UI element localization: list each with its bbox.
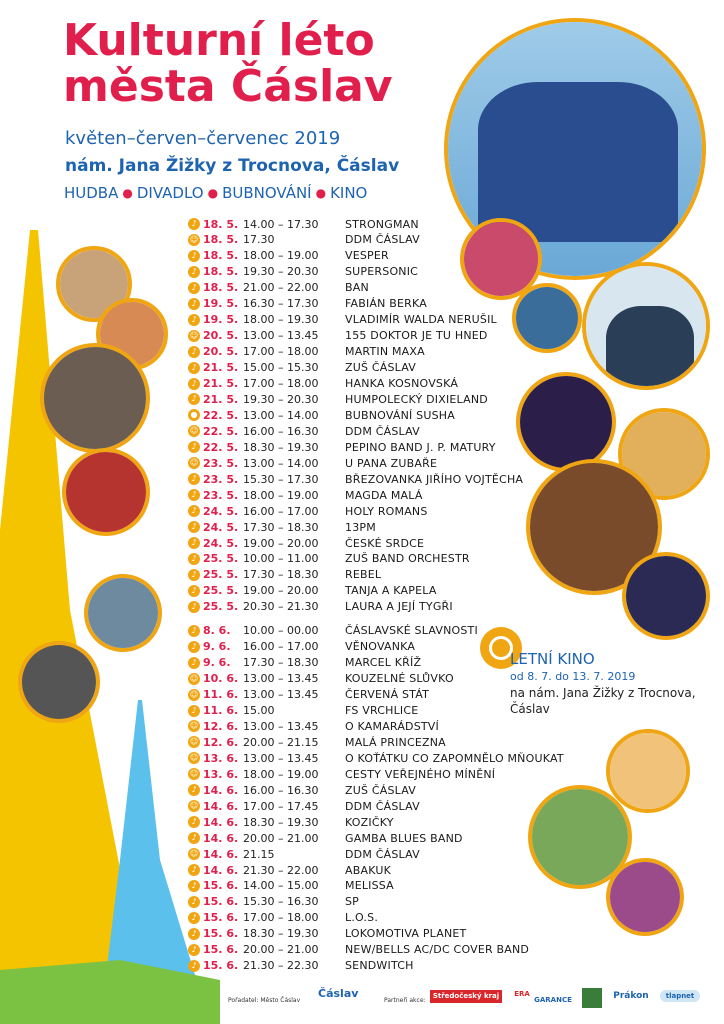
event-time: 16.00 – 16.30 xyxy=(243,783,319,797)
music-icon: ♪ xyxy=(188,505,200,517)
partner-logo-square xyxy=(582,988,602,1008)
event-time: 15.00 xyxy=(243,704,275,717)
event-time: 20.00 – 21.15 xyxy=(243,735,319,749)
event-date: 15. 6. xyxy=(203,943,239,957)
genre-cinema: KINO xyxy=(330,184,368,202)
event-performer: ČESKÉ SRDCE xyxy=(345,536,425,550)
event-date: 21. 5. xyxy=(203,392,239,406)
music-icon: ♪ xyxy=(188,705,200,717)
music-icon: ♪ xyxy=(188,784,200,796)
schedule-row xyxy=(188,407,455,423)
title-line-2: města Čáslav xyxy=(63,61,393,112)
event-date: 11. 6. xyxy=(203,688,239,702)
event-date: 24. 5. xyxy=(203,536,239,550)
schedule-row xyxy=(188,750,564,766)
theater-icon: ☺ xyxy=(189,753,199,763)
event-performer: VESPER xyxy=(345,249,389,263)
event-time: 19.00 – 20.00 xyxy=(243,536,319,550)
music-icon: ♪ xyxy=(188,378,200,390)
music-icon: ♪ xyxy=(188,266,200,278)
bullet-icon: ● xyxy=(122,186,133,200)
event-date: 25. 5. xyxy=(203,552,239,566)
schedule-row xyxy=(188,830,463,846)
event-date: 12. 6. xyxy=(203,719,239,733)
event-performer: LAURA A JEJÍ TYGŘI xyxy=(345,600,453,614)
genre-theater: DIVADLO xyxy=(136,184,204,202)
schedule-row xyxy=(188,328,488,344)
bullet-icon: ● xyxy=(207,186,219,200)
theater-icon: ☺ xyxy=(189,458,199,468)
event-time: 18.30 – 19.30 xyxy=(243,440,319,454)
event-time: 21.15 xyxy=(243,847,275,861)
band-bw-photo xyxy=(18,641,100,723)
event-time: 13.00 – 13.45 xyxy=(243,329,319,343)
event-time: 20.00 – 21.00 xyxy=(243,831,319,845)
event-performer: TANJA A KAPELA xyxy=(345,584,437,598)
theater-icon: ☺ xyxy=(189,849,199,859)
event-performer: KOZIČKY xyxy=(345,815,394,829)
event-date: 18. 5. xyxy=(203,249,239,263)
event-date: 24. 5. xyxy=(203,504,239,518)
music-icon: ♪ xyxy=(188,832,200,844)
event-time: 18.00 – 19.00 xyxy=(243,249,319,263)
music-icon: ♪ xyxy=(188,553,200,565)
event-date: 14. 6. xyxy=(203,831,239,845)
music-icon: ♪ xyxy=(188,537,200,549)
event-date: 23. 5. xyxy=(203,472,239,486)
theater-icon: ☺ xyxy=(189,721,199,731)
event-date: 15. 6. xyxy=(203,959,239,973)
event-date: 24. 5. xyxy=(203,520,239,534)
schedule-row xyxy=(188,862,391,878)
organizer-label: Pořadatel: Město Čáslav xyxy=(228,997,301,1004)
event-performer: SP xyxy=(345,895,360,909)
event-performer: SENDWITCH xyxy=(345,959,414,973)
event-time: 17.30 – 18.30 xyxy=(243,656,319,670)
theater-icon: ☺ xyxy=(189,234,199,244)
event-time: 18.00 – 19.00 xyxy=(243,488,319,502)
event-performer: HUMPOLECKÝ DIXIELAND xyxy=(345,392,488,406)
schedule-row xyxy=(188,439,496,455)
event-performer: ABAKUK xyxy=(345,863,391,877)
accordion-band-photo xyxy=(582,262,710,390)
music-icon: ♪ xyxy=(188,912,200,924)
event-time: 13.00 – 13.45 xyxy=(243,688,319,702)
partner-logo-prakon: Prákon xyxy=(613,991,649,1001)
event-performer: ZUŠ ČÁSLAV xyxy=(345,361,416,375)
bullet-icon: ● xyxy=(315,186,327,200)
music-icon: ♪ xyxy=(188,489,200,501)
event-date: 15. 6. xyxy=(203,879,239,893)
theater-icon: ☺ xyxy=(189,737,199,747)
event-time: 10.00 – 00.00 xyxy=(243,624,319,638)
event-performer: BAN xyxy=(345,281,369,295)
event-time: 18.30 – 19.30 xyxy=(243,927,319,941)
event-date: 22. 5. xyxy=(203,408,239,422)
rock-band-photo xyxy=(622,552,710,640)
event-date: 13. 6. xyxy=(203,767,239,781)
schedule-row xyxy=(188,718,439,734)
theater-icon: ☺ xyxy=(189,769,199,779)
event-performer: 155 DOKTOR JE TU HNED xyxy=(345,329,488,343)
event-date: 20. 5. xyxy=(203,329,239,343)
genre-music: HUDBA xyxy=(64,184,119,202)
schedule-row xyxy=(188,216,419,232)
music-icon: ♪ xyxy=(188,585,200,597)
event-time: 17.30 – 18.30 xyxy=(243,520,319,534)
event-date: 9. 6. xyxy=(203,640,231,654)
event-time: 13.00 – 13.45 xyxy=(243,719,319,733)
event-performer: SUPERSONIC xyxy=(345,265,419,279)
partner-logo-stredocesky-kraj: Středočeský kraj xyxy=(430,990,502,1003)
event-time: 18.00 – 19.00 xyxy=(243,767,319,781)
summer-cinema-place-line-1: na nám. Jana Žižky z Trocnova, xyxy=(510,686,696,700)
festival-place: nám. Jana Žižky z Trocnova, Čáslav xyxy=(65,156,400,176)
schedule-row xyxy=(188,798,420,814)
event-time: 17.00 – 17.45 xyxy=(243,799,319,813)
event-date: 21. 5. xyxy=(203,361,239,375)
partner-logo-garance: GARANCE xyxy=(534,996,572,1004)
event-date: 23. 5. xyxy=(203,456,239,470)
schedule-row xyxy=(188,471,523,487)
event-date: 9. 6. xyxy=(203,656,231,670)
theater-icon: ☺ xyxy=(189,330,199,340)
event-performer: GAMBA BLUES BAND xyxy=(345,831,463,845)
event-date: 22. 5. xyxy=(203,424,239,438)
music-icon: ♪ xyxy=(188,896,200,908)
schedule-row xyxy=(188,344,425,360)
music-icon: ♪ xyxy=(188,944,200,956)
schedule-row xyxy=(188,639,415,655)
music-icon: ♪ xyxy=(188,569,200,581)
schedule-row xyxy=(188,455,437,471)
schedule-row xyxy=(188,391,488,407)
event-time: 16.00 – 17.00 xyxy=(243,504,319,518)
event-time: 20.30 – 21.30 xyxy=(243,600,319,614)
event-performer: ČERVENÁ STÁT xyxy=(345,688,430,702)
event-date: 8. 6. xyxy=(203,624,231,638)
event-performer: DDM ČÁSLAV xyxy=(345,233,420,247)
genre-list xyxy=(64,184,367,202)
event-performer: DDM ČÁSLAV xyxy=(345,799,420,813)
event-time: 16.00 – 16.30 xyxy=(243,424,319,438)
event-performer: VĚNOVANKA xyxy=(345,640,416,654)
event-date: 23. 5. xyxy=(203,488,239,502)
event-date: 13. 6. xyxy=(203,751,239,765)
event-performer: ZUŠ BAND ORCHESTR xyxy=(345,552,470,566)
event-performer: MARTIN MAXA xyxy=(345,345,425,359)
dancer-photo xyxy=(606,858,684,936)
event-time: 19.30 – 20.30 xyxy=(243,265,319,279)
event-date: 14. 6. xyxy=(203,783,239,797)
event-performer: MELISSA xyxy=(345,879,394,893)
partners-label: Partneři akce: xyxy=(384,997,426,1004)
event-time: 17.00 – 18.00 xyxy=(243,377,319,390)
footer xyxy=(0,980,724,1024)
music-icon: ♪ xyxy=(188,473,200,485)
event-performer: CESTY VEŘEJNÉHO MÍNĚNÍ xyxy=(345,767,496,781)
event-performer: REBEL xyxy=(345,568,382,582)
drum-icon: ● xyxy=(188,409,200,421)
schedule-row xyxy=(188,814,394,830)
summer-cinema-dates: od 8. 7. do 13. 7. 2019 xyxy=(510,670,636,683)
event-time: 10.00 – 11.00 xyxy=(243,552,319,566)
event-time: 21.30 – 22.00 xyxy=(243,863,319,877)
city-logo: Čáslav xyxy=(318,987,359,1000)
event-date: 18. 5. xyxy=(203,233,239,247)
event-date: 22. 5. xyxy=(203,440,239,454)
event-date: 15. 6. xyxy=(203,911,239,925)
event-time: 14.00 – 17.30 xyxy=(243,217,319,231)
music-icon: ♪ xyxy=(188,282,200,294)
music-icon: ♪ xyxy=(188,880,200,892)
schedule-row xyxy=(188,703,418,719)
music-icon: ♪ xyxy=(188,218,200,230)
title-line-1: Kulturní léto xyxy=(63,15,375,66)
singer-man-photo xyxy=(512,283,582,353)
event-date: 14. 6. xyxy=(203,847,239,861)
event-performer: HOLY ROMANS xyxy=(345,504,428,518)
event-time: 17.30 – 18.30 xyxy=(243,568,319,582)
music-icon: ♪ xyxy=(188,864,200,876)
music-icon: ♪ xyxy=(188,298,200,310)
event-date: 20. 5. xyxy=(203,345,239,359)
music-icon: ♪ xyxy=(188,393,200,405)
event-performer: 13PM xyxy=(345,520,376,534)
event-performer: NEW/BELLS AC/DC COVER BAND xyxy=(345,943,530,957)
event-time: 15.00 – 15.30 xyxy=(243,361,319,375)
event-date: 18. 5. xyxy=(203,281,239,295)
schedule-row xyxy=(188,487,423,503)
event-time: 16.30 – 17.30 xyxy=(243,297,319,311)
event-performer: L.O.S. xyxy=(345,911,379,925)
schedule-row xyxy=(188,248,389,264)
schedule-row xyxy=(188,503,428,519)
event-time: 18.30 – 19.30 xyxy=(243,815,319,829)
schedule-row xyxy=(188,958,414,974)
event-time: 19.00 – 20.00 xyxy=(243,584,319,598)
schedule-row xyxy=(188,734,446,750)
schedule-row xyxy=(188,942,529,958)
event-date: 15. 6. xyxy=(203,895,239,909)
music-icon: ♪ xyxy=(188,625,200,637)
event-time: 15.30 – 17.30 xyxy=(243,472,319,486)
event-date: 19. 5. xyxy=(203,297,239,311)
event-time: 21.30 – 22.30 xyxy=(243,959,319,973)
schedule-row xyxy=(188,782,416,798)
theater-icon: ☺ xyxy=(189,673,199,683)
page-title xyxy=(63,15,423,112)
event-time: 14.00 – 15.00 xyxy=(243,879,319,893)
genre-drumming: BUBNOVÁNÍ xyxy=(222,184,312,202)
schedule-row xyxy=(188,280,369,296)
event-time: 17.00 – 18.00 xyxy=(243,911,319,925)
event-performer: DDM ČÁSLAV xyxy=(345,847,420,861)
event-time: 17.00 – 18.00 xyxy=(243,345,319,359)
event-date: 14. 6. xyxy=(203,799,239,813)
schedule-row xyxy=(188,376,458,392)
concert-photo xyxy=(516,372,616,472)
event-time: 21.00 – 22.00 xyxy=(243,281,319,295)
schedule-row xyxy=(188,766,495,782)
event-time: 13.00 – 14.00 xyxy=(243,456,319,470)
event-time: 17.30 xyxy=(243,233,275,247)
event-time: 20.00 – 21.00 xyxy=(243,943,319,957)
event-date: 19. 5. xyxy=(203,313,239,327)
schedule-row xyxy=(188,926,466,942)
event-performer: O KAMARÁDSTVÍ xyxy=(345,719,439,733)
festival-dates: květen–červen–červenec 2019 xyxy=(65,128,341,149)
event-time: 16.00 – 17.00 xyxy=(243,640,319,654)
event-date: 25. 5. xyxy=(203,584,239,598)
music-icon: ♪ xyxy=(188,960,200,972)
schedule-row xyxy=(188,894,359,910)
event-date: 25. 5. xyxy=(203,600,239,614)
theater-icon: ☺ xyxy=(189,801,199,811)
schedule-row xyxy=(188,846,420,862)
schedule-row xyxy=(188,599,453,615)
event-performer: STRONGMAN xyxy=(345,217,419,231)
schedule-row xyxy=(188,360,416,376)
event-time: 13.00 – 14.00 xyxy=(243,408,319,422)
schedule-row xyxy=(188,671,454,687)
schedule-row xyxy=(188,535,424,551)
group-photo xyxy=(40,343,150,453)
event-date: 21. 5. xyxy=(203,377,239,390)
event-performer: KOUZELNÉ SLŮVKO xyxy=(345,672,454,686)
event-performer: MARCEL KŘÍŽ xyxy=(345,656,422,670)
event-time: 13.00 – 13.45 xyxy=(243,751,319,765)
event-performer: PEPINO BAND J. P. MATURY xyxy=(345,440,496,454)
event-performer: LOKOMOTIVA PLANET xyxy=(345,927,467,941)
event-date: 25. 5. xyxy=(203,568,239,582)
event-time: 15.30 – 16.30 xyxy=(243,895,319,909)
event-date: 14. 6. xyxy=(203,815,239,829)
event-performer: DDM ČÁSLAV xyxy=(345,424,420,438)
schedule-row xyxy=(188,312,497,328)
event-performer: BŘEZOVANKA JIŘÍHO VOJTĚCHA xyxy=(345,472,524,486)
event-date: 11. 6. xyxy=(203,704,239,717)
event-performer: FS VRCHLICE xyxy=(345,704,419,717)
event-performer: BUBNOVÁNÍ SUSHA xyxy=(345,408,455,422)
event-performer: VLADIMÍR WALDA NERUŠIL xyxy=(345,313,497,327)
schedule-row xyxy=(188,623,478,639)
schedule-row xyxy=(188,519,376,535)
event-performer: U PANA ZUBAŘE xyxy=(345,456,438,470)
music-icon: ♪ xyxy=(188,601,200,613)
event-performer: MALÁ PRINCEZNA xyxy=(345,735,446,749)
event-performer: HANKA KOSNOVSKÁ xyxy=(345,377,459,390)
music-icon: ♪ xyxy=(188,641,200,653)
event-performer: O KOŤÁTKU CO ZAPOMNĚLO MŇOUKAT xyxy=(345,751,564,765)
event-time: 13.00 – 13.45 xyxy=(243,672,319,686)
schedule-row xyxy=(188,296,427,312)
music-icon: ♪ xyxy=(188,346,200,358)
schedule-row xyxy=(188,878,394,894)
event-date: 18. 5. xyxy=(203,217,239,231)
summer-cinema-place-line-2: Čáslav xyxy=(510,702,550,716)
theater-icon: ☺ xyxy=(189,689,199,699)
music-icon: ♪ xyxy=(188,441,200,453)
theater-icon: ☺ xyxy=(189,426,199,436)
event-performer: FABIÁN BERKA xyxy=(345,297,427,311)
event-time: 19.30 – 20.30 xyxy=(243,392,319,406)
summer-cinema-title: LETNÍ KINO xyxy=(510,650,595,668)
music-icon: ♪ xyxy=(188,314,200,326)
schedule-row xyxy=(188,687,429,703)
schedule-row xyxy=(188,910,378,926)
partner-logo-tlapnet: tlapnet xyxy=(660,990,700,1002)
schedule-row xyxy=(188,423,420,439)
event-date: 18. 5. xyxy=(203,265,239,279)
schedule-row xyxy=(188,567,381,583)
schedule-row xyxy=(188,264,418,280)
event-date: 10. 6. xyxy=(203,672,239,686)
schedule-row xyxy=(188,655,421,671)
band-photo xyxy=(62,448,150,536)
music-icon: ♪ xyxy=(188,250,200,262)
schedule-row xyxy=(188,583,437,599)
schedule-row xyxy=(188,551,470,567)
event-performer: ZUŠ ČÁSLAV xyxy=(345,783,416,797)
event-date: 15. 6. xyxy=(203,927,239,941)
event-time: 18.00 – 19.30 xyxy=(243,313,319,327)
music-icon: ♪ xyxy=(188,816,200,828)
music-icon: ♪ xyxy=(188,928,200,940)
music-icon: ♪ xyxy=(188,362,200,374)
schedule-row xyxy=(188,232,420,248)
event-date: 12. 6. xyxy=(203,735,239,749)
event-performer: MAGDA MALÁ xyxy=(345,488,423,502)
event-performer: ČÁSLAVSKÉ SLAVNOSTI xyxy=(345,624,478,638)
event-date: 14. 6. xyxy=(203,863,239,877)
street-musician-photo xyxy=(84,574,162,652)
music-icon: ♪ xyxy=(188,521,200,533)
music-icon: ♪ xyxy=(188,657,200,669)
partner-logo-era: ERA xyxy=(514,990,530,998)
